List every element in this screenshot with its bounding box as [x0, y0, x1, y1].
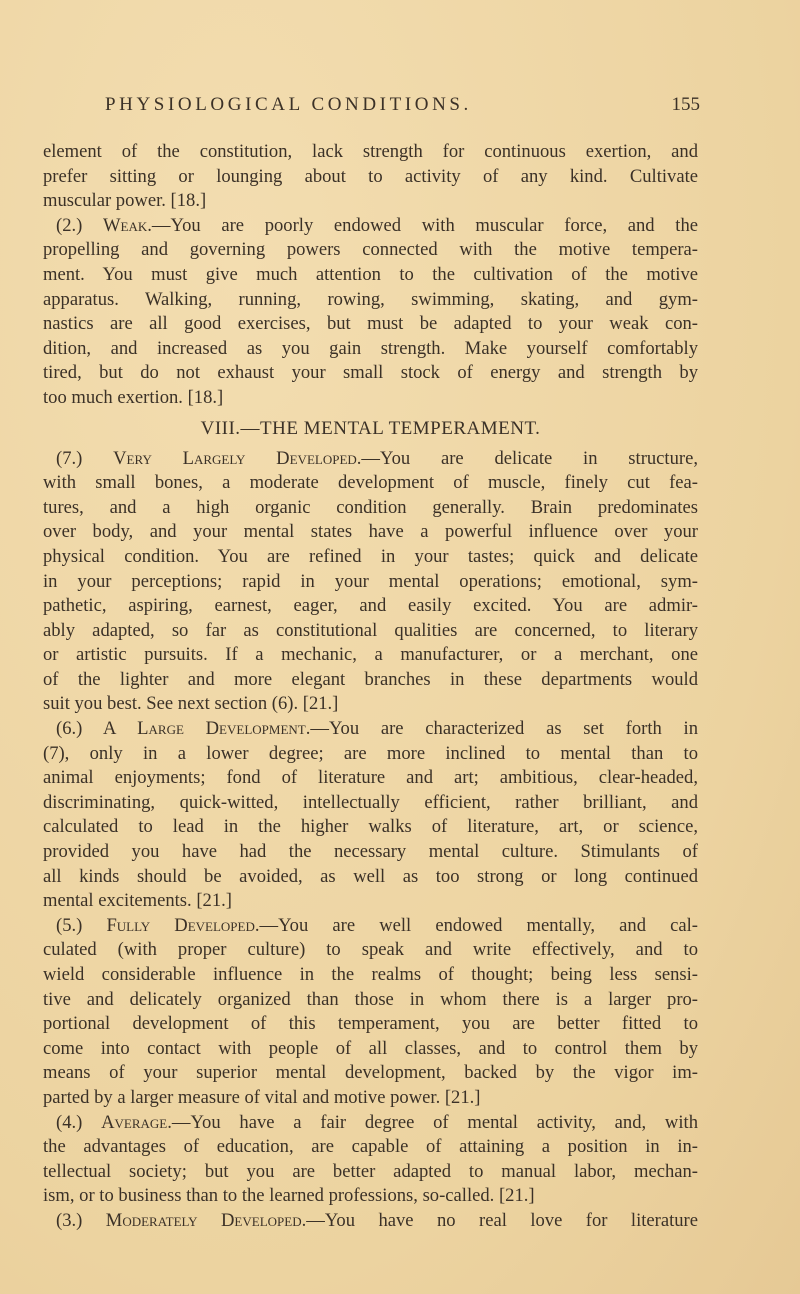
text-line [43, 1086, 698, 1111]
text-line [43, 140, 698, 165]
line-text: over body, and your mental states have a powerful influence over your [43, 521, 698, 543]
text-line [43, 189, 698, 214]
text-line [43, 815, 698, 840]
text-line [43, 938, 698, 963]
line-text: tive and delicately organized than those in whom there is a larger pro- [43, 988, 698, 1010]
line-text: suit you best. See next section (6). [21.] [43, 693, 339, 715]
line-text: element of the constitution, lack strength for continuous exertion, and [43, 141, 698, 162]
page-body-text [43, 140, 698, 1234]
text-line [43, 496, 698, 521]
text-line [43, 963, 698, 988]
text-line [43, 668, 698, 693]
line-text: —You are characterized as set forth in [310, 718, 698, 740]
line-text: muscular power. [18.] [43, 190, 207, 212]
line-text: (7), only in a lower degree; are more inclined to mental than to [43, 742, 698, 764]
line-text: tellectual society; but you are better adapted to manual labor, mechan- [43, 1160, 698, 1182]
line-text: in your perceptions; rapid in your mental operations; emotional, sym- [43, 570, 698, 592]
line-number-prefix: (2.) [56, 214, 103, 236]
text-line [43, 545, 698, 570]
text-line [43, 471, 698, 496]
text-line [43, 520, 698, 545]
text-line [43, 1135, 698, 1160]
line-number-prefix: (5.) [56, 914, 107, 936]
text-line [43, 742, 698, 767]
line-text: all kinds should be avoided, as well as too strong or long continued [43, 865, 698, 887]
section-label: Very Largely Developed. [113, 447, 362, 469]
line-text: dition, and increased as you gain strength. Make yourself comfortably [43, 337, 698, 359]
line-number-prefix: (3.) [56, 1209, 106, 1231]
text-line [43, 1184, 698, 1209]
text-line [43, 1061, 698, 1086]
text-line [43, 361, 698, 386]
line-text: culated (with proper culture) to speak and write effectively, and to [43, 939, 698, 961]
line-text: calculated to lead in the higher walks of literature, art, or science, [43, 816, 698, 838]
line-text: ment. You must give much attention to the cultivation of the motive [43, 263, 698, 285]
line-text: of the lighter and more elegant branches in these departments would [43, 668, 698, 690]
line-number-prefix: (6.) A [56, 718, 138, 740]
line-text: mental excitements. [21.] [43, 890, 232, 912]
line-text: parted by a larger measure of vital and motive power. [21.] [43, 1086, 481, 1108]
line-text: —You have a fair degree of mental activity, and, with [171, 1111, 698, 1133]
text-line [43, 791, 698, 816]
text-line [43, 447, 698, 472]
line-text: prefer sitting or lounging about to activity of any kind. Cultivate [43, 165, 698, 187]
section-label: Average. [101, 1111, 172, 1133]
text-line [43, 288, 698, 313]
line-text: physical condition. You are refined in your tastes; quick and delicate [43, 545, 698, 567]
line-text: —You have no real love for literature [306, 1209, 699, 1231]
line-text: the advantages of education, are capable of attaining a position in in- [43, 1136, 698, 1158]
text-line [43, 1160, 698, 1185]
line-text: nastics are all good exercises, but must be adapted to your weak con- [43, 313, 698, 335]
line-text: too much exertion. [18.] [43, 386, 224, 408]
line-text: come into contact with people of all classes, and to control them by [43, 1037, 698, 1059]
text-line [43, 386, 698, 411]
line-text: tired, but do not exhaust your small stock of energy and strength by [43, 362, 698, 384]
running-title: PHYSIOLOGICAL CONDITIONS. [105, 94, 472, 115]
line-text: discriminating, quick-witted, intellectually efficient, rather brilliant, and [43, 791, 698, 813]
text-line [43, 619, 698, 644]
line-text: animal enjoyments; fond of literature and art; ambitious, clear-headed, [43, 767, 698, 789]
line-text: provided you have had the necessary mental culture. Stimulants of [43, 841, 698, 863]
section-label: Weak. [103, 214, 152, 236]
text-line [43, 914, 698, 939]
text-line [43, 214, 698, 239]
text-line [43, 865, 698, 890]
line-text: tures, and a high organic condition generally. Brain predominates [43, 496, 698, 518]
text-line [43, 570, 698, 595]
page-number: 155 [671, 94, 700, 115]
text-line [43, 717, 698, 742]
text-line [43, 1037, 698, 1062]
line-text: portional development of this temperament, you are better fitted to [43, 1013, 698, 1035]
running-header [105, 94, 700, 120]
text-line [43, 1111, 698, 1136]
text-line [43, 165, 698, 190]
text-line [43, 1209, 698, 1234]
section-label: Large Development. [137, 718, 311, 740]
line-text: ably adapted, so far as constitutional qualities are concerned, to literary [43, 619, 698, 641]
line-text: wield considerable influence in the realms of thought; being less sensi- [43, 964, 698, 985]
text-line [43, 643, 698, 668]
text-line [43, 263, 698, 288]
text-line [43, 766, 698, 791]
text-line [43, 1012, 698, 1037]
text-line [43, 312, 698, 337]
section-label: Fully Developed. [106, 914, 260, 936]
section-label: Moderately Developed. [105, 1209, 307, 1231]
line-text: —You are well endowed mentally, and cal- [259, 914, 699, 936]
line-text: propelling and governing powers connected with the motive tempera- [43, 239, 698, 261]
line-number-prefix: (7.) [56, 447, 114, 469]
text-line [43, 889, 698, 914]
section-heading: VIII.—THE MENTAL TEMPERAMENT. [200, 417, 541, 439]
line-text: ism, or to business than to the learned professions, so-called. [21.] [43, 1185, 535, 1207]
text-line [43, 337, 698, 362]
line-text: with small bones, a moderate development of muscle, finely cut fea- [43, 472, 698, 494]
text-line [43, 840, 698, 865]
line-text: apparatus. Walking, running, rowing, swimming, skating, and gym- [43, 288, 698, 310]
line-text: —You are poorly endowed with muscular force, and the [151, 214, 698, 236]
text-line [43, 594, 698, 619]
line-text: pathetic, aspiring, earnest, eager, and easily excited. You are admir- [43, 595, 698, 617]
line-number-prefix: (4.) [56, 1111, 102, 1133]
line-text: —You are delicate in structure, [361, 447, 698, 469]
text-line [43, 692, 698, 717]
text-line [43, 988, 698, 1013]
text-line [43, 238, 698, 263]
line-text: means of your superior mental development, backed by the vigor im- [43, 1062, 698, 1084]
line-text: or artistic pursuits. If a mechanic, a manufacturer, or a merchant, one [43, 644, 698, 666]
